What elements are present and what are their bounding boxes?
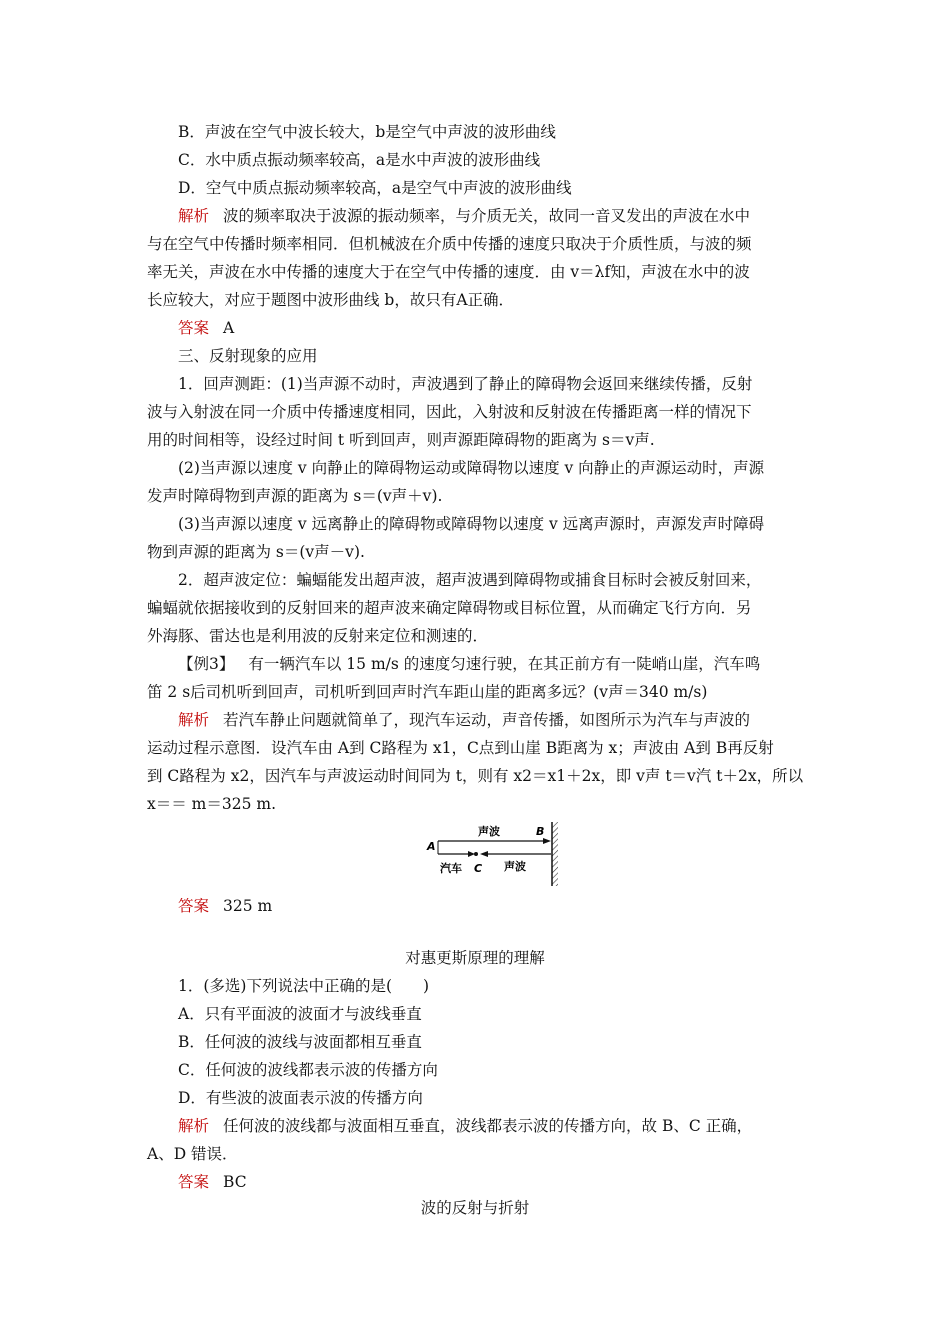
section-title: 三、反射现象的应用	[178, 347, 318, 365]
para-2-line-2: 发声时障碍物到声源的距离为 s＝(v声＋v).	[147, 487, 443, 505]
car-path-arrow	[468, 851, 475, 857]
para-4-line-2: 蝙蝠就依据接收到的反射回来的超声波来确定障碍物或目标位置，从而确定飞行方向．另	[147, 599, 752, 617]
wave-out-arrow	[543, 838, 551, 844]
answer-label: 答案	[178, 1173, 210, 1191]
example-tag: 【例3】	[178, 655, 235, 673]
example-3-line-1	[178, 654, 760, 674]
analysis-1-line-1	[178, 206, 750, 226]
analysis-3-line-2: 运动过程示意图．设汽车由 A到 C路程为 x1，C点到山崖 B距离为 x；声波由 A到 B再反射	[147, 739, 774, 757]
para-3-line-2: 物到声源的距离为 s＝(v声－v).	[147, 543, 365, 561]
option-c: C．任何波的波线都表示波的传播方向	[178, 1061, 438, 1079]
analysis-3-line-4: x＝＝ m＝325 m.	[147, 795, 277, 813]
huygens-title: 对惠更斯原理的理解	[405, 949, 545, 967]
example-3-line-2: 笛 2 s后司机听到回声，司机听到回声时汽车距山崖的距离多远？(v声＝340 m/s)	[147, 683, 708, 701]
question-1: 1．(多选)下列说法中正确的是( )	[178, 977, 430, 995]
point-c	[474, 852, 478, 856]
label-wave-bottom: 声波	[504, 860, 526, 873]
answer-value: 325 m	[223, 897, 273, 915]
answer-label: 答案	[178, 897, 210, 915]
analysis-label: 解析	[178, 711, 210, 729]
label-b: B	[536, 825, 545, 838]
analysis-3-line-3: 到 C路程为 x2，因汽车与声波运动时间同为 t，则有 x2＝x1＋2x，即 v声 t＝v汽 t＋2x，所以	[147, 767, 804, 785]
analysis-1-line-2: 与在空气中传播时频率相同．但机械波在介质中传播的速度只取决于介质性质，与波的频	[147, 235, 752, 253]
wave-back-arrow	[480, 851, 488, 857]
label-a: A	[427, 840, 436, 853]
next-section-title: 波的反射与折射	[420, 1199, 530, 1217]
para-1-line-2: 波与入射波在同一介质中传播速度相同，因此，入射波和反射波在传播距离一样的情况下	[147, 403, 752, 421]
para-4-line-3: 外海豚、雷达也是利用波的反射来定位和测速的．	[147, 627, 489, 645]
huygens-answer	[178, 1172, 247, 1192]
analysis-text: 若汽车静止问题就简单了，现汽车运动，声音传播，如图所示为汽车与声波的	[223, 711, 751, 729]
option-b: B．任何波的波线与波面都相互垂直	[178, 1033, 422, 1051]
huygens-analysis-line-2: A、D 错误．	[147, 1145, 238, 1163]
motion-diagram	[418, 820, 568, 888]
analysis-3-line-1	[178, 710, 750, 730]
label-car: 汽车	[440, 862, 462, 875]
analysis-1-line-3: 率无关，声波在水中传播的速度大于在空气中传播的速度．由 v＝λf知，声波在水中的波	[147, 263, 750, 281]
label-c: C	[474, 862, 483, 875]
para-2-line-1: (2)当声源以速度 v 向静止的障碍物运动或障碍物以速度 v 向静止的声源运动时，声源	[178, 459, 765, 477]
answer-value: A	[223, 319, 235, 337]
label-wave-top: 声波	[478, 825, 500, 838]
analysis-text: 波的频率取决于波源的振动频率，与介质无关，故同一音叉发出的声波在水中	[223, 207, 751, 225]
para-4-line-1: 2．超声波定位：蝙蝠能发出超声波，超声波遇到障碍物或捕食目标时会被反射回来，	[178, 571, 762, 589]
analysis-label: 解析	[178, 1117, 210, 1135]
example-text: 有一辆汽车以 15 m/s 的速度匀速行驶，在其正前方有一陡峭山崖，汽车鸣	[248, 655, 761, 673]
answer-value: BC	[223, 1173, 247, 1191]
analysis-text: 任何波的波线都与波面相互垂直，波线都表示波的传播方向，故 B、C 正确，	[223, 1117, 753, 1135]
para-1-line-3: 用的时间相等，设经过时间 t 听到回声，则声源距障碍物的距离为 s＝v声.	[147, 431, 655, 449]
answer-1	[178, 318, 234, 338]
para-3-line-1: (3)当声源以速度 v 远离静止的障碍物或障碍物以速度 v 远离声源时，声源发声时障碍	[178, 515, 765, 533]
analysis-label: 解析	[178, 207, 210, 225]
cliff-hatch	[552, 822, 558, 886]
para-1-line-1: 1．回声测距：(1)当声源不动时，声波遇到了静止的障碍物会返回来继续传播，反射	[178, 375, 753, 393]
option-b: B．声波在空气中波长较大，b是空气中声波的波形曲线	[178, 123, 556, 141]
option-d: D．有些波的波面表示波的传播方向	[178, 1089, 423, 1107]
option-c: C．水中质点振动频率较高，a是水中声波的波形曲线	[178, 151, 541, 169]
analysis-1-line-4: 长应较大，对应于题图中波形曲线 b，故只有A正确．	[147, 291, 515, 309]
answer-label: 答案	[178, 319, 210, 337]
option-d: D．空气中质点振动频率较高，a是空气中声波的波形曲线	[178, 179, 572, 197]
option-a: A．只有平面波的波面才与波线垂直	[178, 1005, 422, 1023]
answer-3	[178, 896, 272, 916]
huygens-analysis-line-1	[178, 1116, 752, 1136]
